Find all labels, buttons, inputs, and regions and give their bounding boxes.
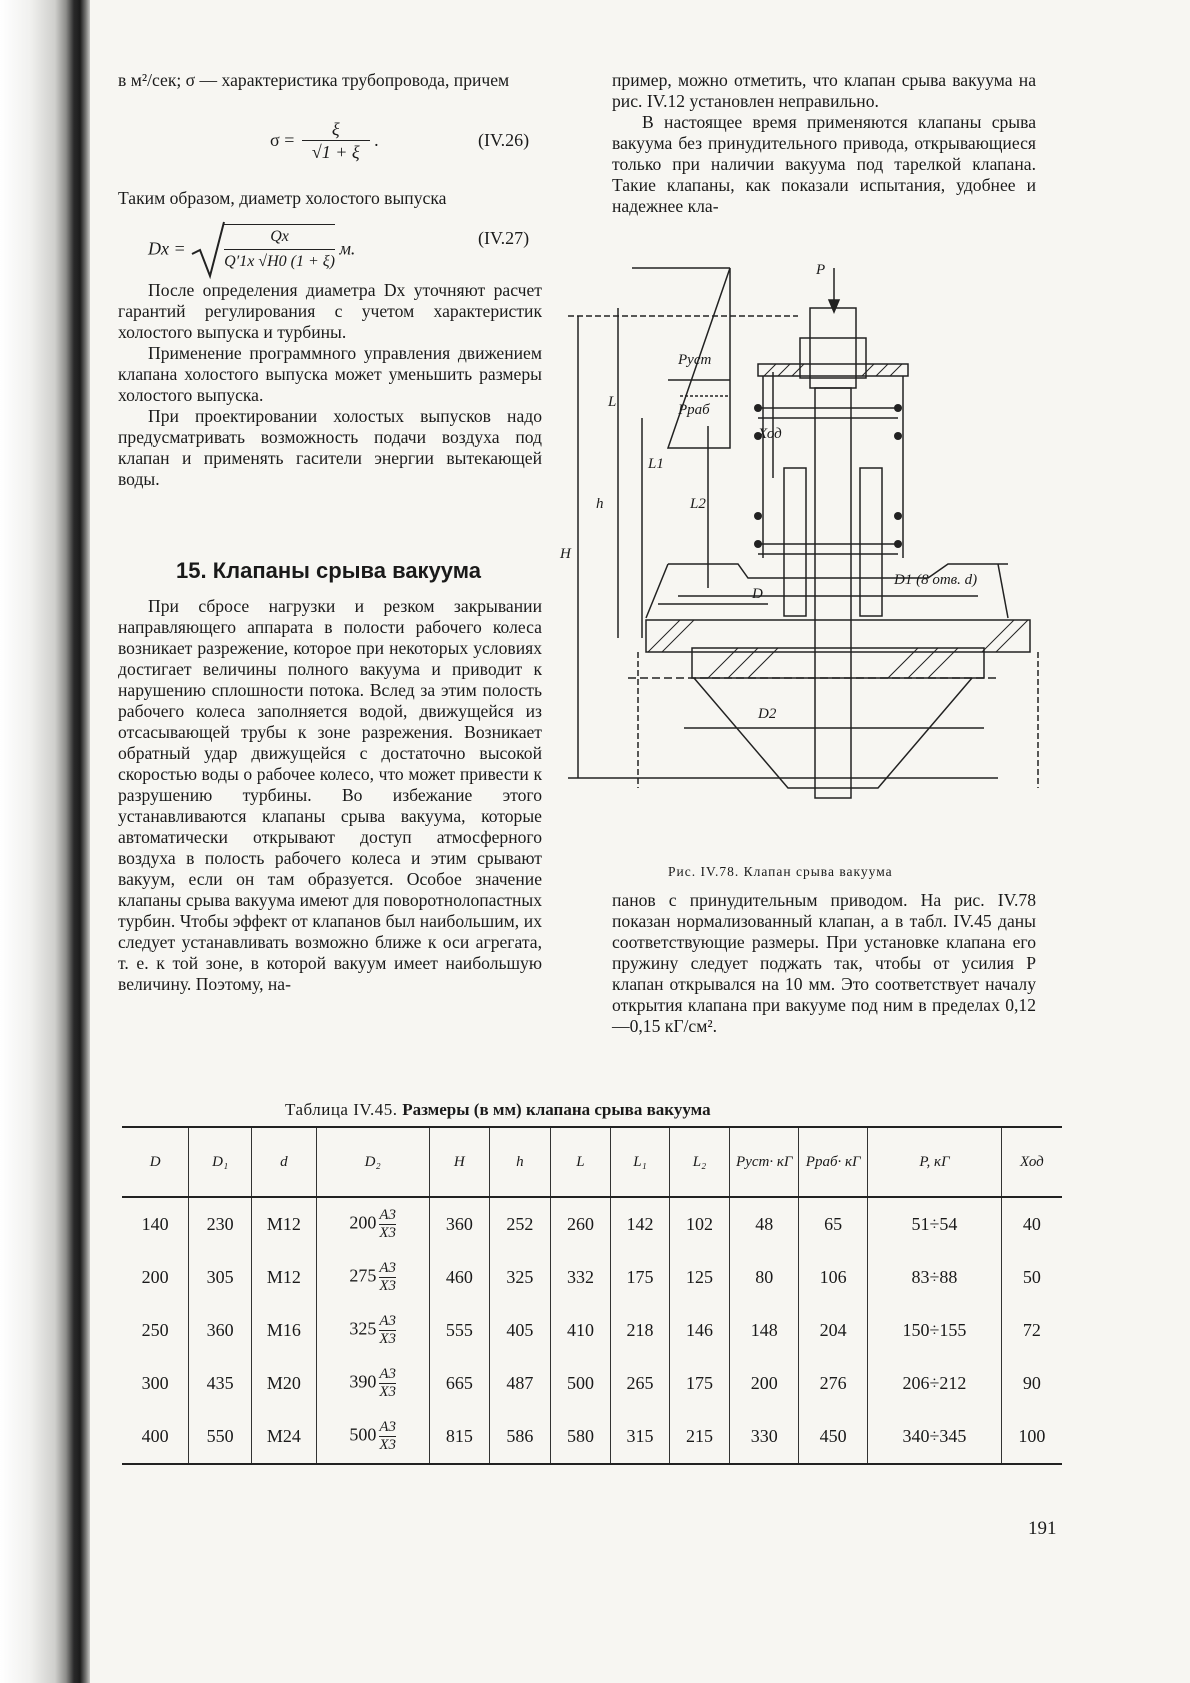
col-header: Ход — [1001, 1127, 1062, 1197]
page-number: 191 — [1028, 1518, 1057, 1539]
table-cell: 332 — [550, 1251, 611, 1304]
table-cell: 150÷155 — [868, 1304, 1002, 1357]
label-H: H — [560, 546, 571, 562]
label-L2: L2 — [690, 496, 706, 512]
table-cell: 200 — [730, 1357, 799, 1410]
table-cell: 252 — [490, 1197, 551, 1251]
left-column-body — [118, 280, 542, 490]
table-cell: 175 — [611, 1251, 669, 1304]
table-row — [122, 1410, 1062, 1464]
label-P: P — [816, 262, 826, 278]
right-column-bottom — [612, 890, 1036, 1037]
col-header: L — [550, 1127, 611, 1197]
label-L: L — [608, 394, 617, 410]
table-cell: 276 — [799, 1357, 868, 1410]
col-header: L₂ — [669, 1127, 730, 1197]
table-cell: 435 — [189, 1357, 252, 1410]
figure-caption: Рис. IV.78. Клапан срыва вакуума — [668, 864, 893, 879]
paragraph: Таким образом, диаметр холостого выпуска — [118, 188, 447, 208]
paragraph: В настоящее время применяются клапаны срыва вакуума без принудительного привода, открывающиеся только при наличии вакуума под тарелкой клапана. Такие клапаны, как показали испытания, удобнее и надежнее кла- — [612, 112, 1036, 216]
col-header: d — [252, 1127, 317, 1197]
section-heading: 15. Клапаны срыва вакуума — [176, 558, 481, 583]
table-cell: 360 — [189, 1304, 252, 1357]
label-h: h — [596, 496, 604, 512]
col-header: D₁ — [189, 1127, 252, 1197]
col-header: h — [490, 1127, 551, 1197]
table-cell: M20 — [252, 1357, 317, 1410]
col-header: L₁ — [611, 1127, 669, 1197]
table-cell: 90 — [1001, 1357, 1062, 1410]
table-cell: 206÷212 — [868, 1357, 1002, 1410]
table-cell: 106 — [799, 1251, 868, 1304]
table-cell: 200 $\frac{A3}{X3}$ — [316, 1197, 429, 1251]
table-caption: Таблица IV.45. Размеры (в мм) клапана срыва вакуума — [285, 1100, 711, 1119]
table-cell: 102 — [669, 1197, 730, 1251]
formula-tag: (IV.26) — [478, 130, 530, 150]
table-cell: 175 — [669, 1357, 730, 1410]
dimensions-table — [122, 1126, 1062, 1465]
table-cell: 555 — [429, 1304, 490, 1357]
table-cell: 330 — [730, 1410, 799, 1464]
left-column-top — [118, 70, 542, 91]
left-column-section-text — [118, 596, 542, 995]
table-cell: 215 — [669, 1410, 730, 1464]
table-cell: 460 — [429, 1251, 490, 1304]
table-cell: 260 — [550, 1197, 611, 1251]
valve-drawing-figure — [560, 262, 1050, 854]
label-L1: L1 — [648, 456, 664, 472]
table-cell: M24 — [252, 1410, 317, 1464]
table-cell: 405 — [490, 1304, 551, 1357]
table-row — [122, 1251, 1062, 1304]
table-header-row — [122, 1127, 1062, 1197]
table-cell: 275 $\frac{A3}{X3}$ — [316, 1251, 429, 1304]
table-cell: 315 — [611, 1410, 669, 1464]
table-cell: 586 — [490, 1410, 551, 1464]
table-cell: 250 — [141, 1320, 169, 1340]
table-cell: 400 — [122, 1410, 189, 1464]
formula-iv27: Dx = $\frac{Qx}{Q'1x √H0 (1 + \xi)}$ м. — [148, 220, 355, 278]
table-cell: 48 — [730, 1197, 799, 1251]
table-cell: 300 — [141, 1373, 169, 1393]
book-spine-shadow — [0, 0, 90, 1683]
table-row — [122, 1197, 1062, 1251]
label-D: D — [752, 586, 763, 602]
table-cell: 50 — [1001, 1251, 1062, 1304]
table-cell: 325 $\frac{A3}{X3}$ — [316, 1304, 429, 1357]
table-cell: 815 — [429, 1410, 490, 1464]
table-cell: 142 — [611, 1197, 669, 1251]
table-cell: 80 — [730, 1251, 799, 1304]
table-cell: 340÷345 — [868, 1410, 1002, 1464]
table-cell: 410 — [550, 1304, 611, 1357]
table-cell: 125 — [669, 1251, 730, 1304]
table-cell: 83÷88 — [868, 1251, 1002, 1304]
table-cell: 487 — [490, 1357, 551, 1410]
table-cell: 146 — [669, 1304, 730, 1357]
table-cell: M12 — [252, 1197, 317, 1251]
paragraph: Применение программного управления движением клапана холостого выпуска может уменьшить размеры холостого выпуска. — [118, 343, 542, 405]
paragraph: После определения диаметра Dx уточняют расчет гарантий регулирования с учетом характеристик холостого выпуска и турбины. — [118, 280, 542, 342]
label-D1: D1 (8 отв. d) — [894, 572, 978, 588]
table-cell: 450 — [799, 1410, 868, 1464]
table-cell: 72 — [1001, 1304, 1062, 1357]
table-cell: 218 — [611, 1304, 669, 1357]
paragraph: в м²/сек; σ — характеристика трубопровода, причем — [118, 70, 510, 90]
col-header: H — [429, 1127, 490, 1197]
table-cell: M16 — [252, 1304, 317, 1357]
table-cell: 390 $\frac{A3}{X3}$ — [316, 1357, 429, 1410]
table-cell: 360 — [429, 1197, 490, 1251]
table-cell: 200 — [141, 1267, 169, 1287]
left-column-line — [118, 188, 542, 209]
table-cell: 325 — [490, 1251, 551, 1304]
paragraph: пример, можно отметить, что клапан срыва вакуума на рис. IV.12 установлен неправильно. — [612, 70, 1036, 111]
col-header: D — [122, 1127, 189, 1197]
col-header: P, кГ — [868, 1127, 1002, 1197]
table-row — [122, 1304, 1062, 1357]
table-cell: 65 — [799, 1197, 868, 1251]
label-Prab: Pраб — [678, 402, 710, 418]
table-cell: 40 — [1001, 1197, 1062, 1251]
table-cell: 500 $\frac{A3}{X3}$ — [316, 1410, 429, 1464]
right-column-top — [612, 70, 1036, 217]
table-cell: 51÷54 — [868, 1197, 1002, 1251]
table-cell: 100 — [1001, 1410, 1062, 1464]
label-hod: Ход — [758, 426, 782, 442]
col-header: Pраб· кГ — [799, 1127, 868, 1197]
label-D2: D2 — [758, 706, 777, 722]
sqrt-sign-icon — [190, 220, 226, 278]
paragraph: При проектировании холостых выпусков надо предусматривать возможность подачи воздуха под клапан и применять гасители энергии вытекающей воды. — [118, 406, 542, 489]
paragraph: панов с принудительным приводом. На рис. IV.78 показан нормализованный клапан, а в табл. IV.45 даны соответствующие размеры. При установке клапана его пружину следует поджать так, чтобы от усилия P клапан открывался на 10 мм. Это соответствует началу открытия клапана при вакууме под ним в пределах 0,12—0,15 кГ/см². — [612, 890, 1036, 1036]
col-header: D₂ — [316, 1127, 429, 1197]
table-cell: 230 — [189, 1197, 252, 1251]
col-header: Pуст· кГ — [730, 1127, 799, 1197]
formula-iv26: σ = $\frac{\xi}{√1 + \xi}$ . — [270, 119, 379, 162]
table-cell: 305 — [189, 1251, 252, 1304]
formula-tag: (IV.27) — [478, 228, 530, 248]
table-row — [122, 1357, 1062, 1410]
label-Pust: Pуст — [678, 352, 712, 368]
table-cell: 550 — [189, 1410, 252, 1464]
table-cell: 140 — [141, 1214, 169, 1234]
table-cell: 148 — [730, 1304, 799, 1357]
table-cell: 665 — [429, 1357, 490, 1410]
paragraph: При сбросе нагрузки и резком закрывании направляющего аппарата в полости рабочего колеса возникает разрежение, которое при некоторых условиях достигает величины полного вакуума и приводит к нарушению сплошности потока. Вслед за этим полость рабочего колеса заполняется водой, движущейся из отсасывающей трубы к зоне разрежения. Возникает обратный удар движущейся с достаточно высокой скоростью воды о рабочее колесо, что может привести к разрушению турбины. Во избежание этого устанавливаются клапаны срыва вакуума, которые автоматически открывают доступ атмосферного воздуха в полость рабочего колеса и этим срывают вакуум, если он там образуется. Особое значение клапаны срыва вакуума имеют для поворотнолопастных турбин. Чтобы эффект от клапанов был наибольшим, их следует устанавливать возможно ближе к оси агрегата, т. е. к той зоне, в которой вакуум имеет наибольшую величину. Поэтому, на- — [118, 596, 542, 994]
table-cell: 500 — [550, 1357, 611, 1410]
table-cell: M12 — [252, 1251, 317, 1304]
table-cell: 204 — [799, 1304, 868, 1357]
table-cell: 580 — [550, 1410, 611, 1464]
table-cell: 265 — [611, 1357, 669, 1410]
